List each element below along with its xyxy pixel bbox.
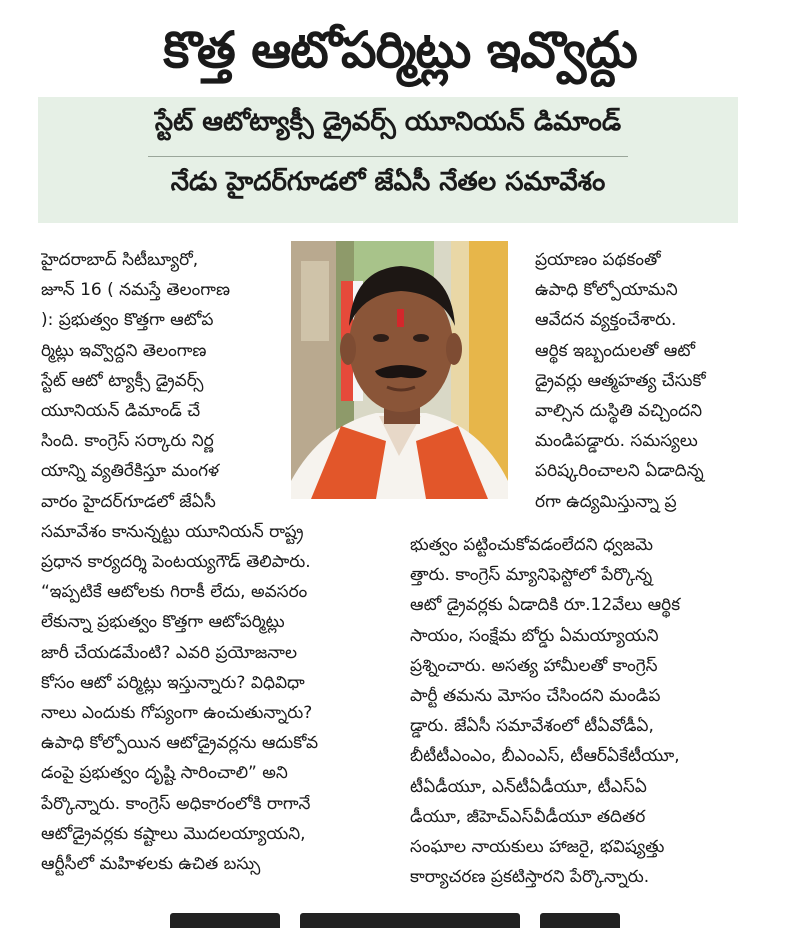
text-line: వారం హైదర్‌గూడలో జేఏసీ — [41, 491, 216, 512]
text-line: డ్రైవర్లు ఆత్మహత్య చేసుకో — [535, 370, 706, 391]
cutoff-fragment — [540, 913, 620, 928]
text-line: సంఘాల నాయకులు హాజరై, భవిష్యత్తు — [410, 837, 665, 858]
article-column-3 — [535, 245, 740, 517]
text-line: ప్రశ్నించారు. అసత్య హామీలతో కాంగ్రెస్ — [410, 655, 658, 676]
text-line: డంపై ప్రభుత్వం దృష్టి సారించాలి” అని — [41, 763, 288, 784]
headline: కొత్త ఆటోపర్మిట్లు ఇవ్వొద్దు — [163, 21, 637, 79]
text-line: ): ప్రభుత్వం కొత్తగా ఆటోప — [41, 310, 214, 331]
cutoff-fragment — [300, 913, 520, 928]
text-line: ఆటో డ్రైవర్లకు ఏడాదికి రూ.12వేలు ఆర్థిక — [410, 595, 681, 616]
text-line: ఉపాధి కోల్పోయిన ఆటోడ్రైవర్లను ఆదుకోవ — [41, 733, 319, 754]
text-line: ర్మిట్లు ఇవ్వొద్దని తెలంగాణ — [41, 340, 207, 361]
subheadline-divider — [148, 156, 628, 157]
text-line: ప్రధాన కార్యదర్శి పెంటయ్యగౌడ్ తెలిపారు. — [41, 552, 311, 573]
text-line: యూనియన్ డిమాండ్ చే — [41, 401, 201, 422]
text-line: స్టేట్ ఆటో ట్యాక్సీ డ్రైవర్స్ — [41, 370, 204, 391]
subheadline-1: స్టేట్ ఆటోట్యాక్సీ డ్రైవర్స్ యూనియన్ డిమాండ్ — [154, 107, 622, 137]
text-line: ఆర్టీసీలో మహిళలకు ఉచిత బస్సు — [41, 854, 261, 875]
text-line: “ఇప్పటికే ఆటోలకు గిరాకీ లేదు, అవసరం — [41, 582, 308, 603]
text-line: సింది. కాంగ్రెస్ సర్కారు నిర్ణ — [41, 431, 214, 452]
text-line: పార్టీ తమను మోసం చేసిందని మండిప — [410, 686, 661, 707]
text-line: త్తారు. కాంగ్రెస్ మ్యానిఫెస్టోలో పేర్కొన్న — [410, 565, 653, 586]
text-line: జూన్ 16 ( నమస్తే తెలంగాణ — [41, 280, 230, 301]
subheadline-2: నేడు హైదర్‌గూడలో జేఏసీ నేతల సమావేశం — [170, 167, 606, 197]
subheadline-box — [38, 97, 738, 223]
cutoff-fragment — [170, 913, 280, 928]
text-line: ఆర్థిక ఇబ్బందులతో ఆటో — [535, 340, 695, 361]
text-line: కార్యాచరణ ప్రకటిస్తారని పేర్కొన్నారు. — [410, 867, 650, 888]
text-line: మండిపడ్డారు. సమస్యలు — [535, 431, 698, 452]
text-line: పేర్కొన్నారు. కాంగ్రెస్ అధికారంలోకి రాగానే — [41, 793, 311, 814]
text-line: పరిష్కరించాలని ఏడాదిన్న — [535, 461, 704, 482]
text-line: ప్రయాణం పథకంతో — [535, 250, 661, 270]
text-line: ఉపాధి కోల్పోయామని — [535, 280, 678, 301]
text-line: డ్డారు. జేఏసీ సమావేశంలో టీఏవోడీఏ, — [410, 716, 654, 737]
text-line: ఆటోడ్రైవర్లకు కష్టాలు మొదలయ్యాయని, — [41, 823, 306, 844]
text-line: హైదరాబాద్ సిటీబ్యూరో, — [41, 250, 199, 270]
text-line: డీయూ, జీహెచ్ఎస్‌వీడీయూ తదితర — [410, 806, 646, 827]
text-line: భుత్వం పట్టించుకోవడంలేదని ధ్వజమె — [410, 535, 654, 555]
text-line: నాలు ఎందుకు గోప్యంగా ఉంచుతున్నారు? — [41, 703, 313, 724]
text-line: యాన్ని వ్యతిరేకిస్తూ మంగళ — [41, 461, 220, 482]
text-line: సమావేశం కానున్నట్టు యూనియన్ రాష్ట్ర — [41, 521, 304, 542]
text-line: జారీ చేయడమేంటి? ఎవరి ప్రయోజనాల — [41, 642, 297, 663]
text-line: రగా ఉద్యమిస్తున్నా ప్ర — [535, 491, 677, 512]
text-line: టీఏడీయూ, ఎన్‌టీఏడీయూ, టీఎస్ఏ — [410, 776, 647, 797]
text-line: బీటీటీఎంఎం, బీఎంఎస్, టీఆర్ఏకేటీయూ, — [410, 746, 680, 767]
article-column-1 — [41, 245, 381, 879]
text-line: సాయం, సంక్షేమ బోర్డు ఏమయ్యాయని — [410, 625, 659, 646]
text-line: ఆవేదన వ్యక్తంచేశారు. — [535, 310, 677, 331]
text-line: కోసం ఆటో పర్మిట్లు ఇస్తున్నారు? విధివిధా — [41, 672, 305, 693]
text-line: లేకున్నా ప్రభుత్వం కొత్తగా ఆటోపర్మిట్లు — [41, 612, 285, 633]
next-article-cutoff — [0, 905, 800, 928]
article-column-2 — [410, 530, 750, 892]
text-line: వాల్సిన దుస్థితి వచ్చిందని — [535, 401, 703, 422]
